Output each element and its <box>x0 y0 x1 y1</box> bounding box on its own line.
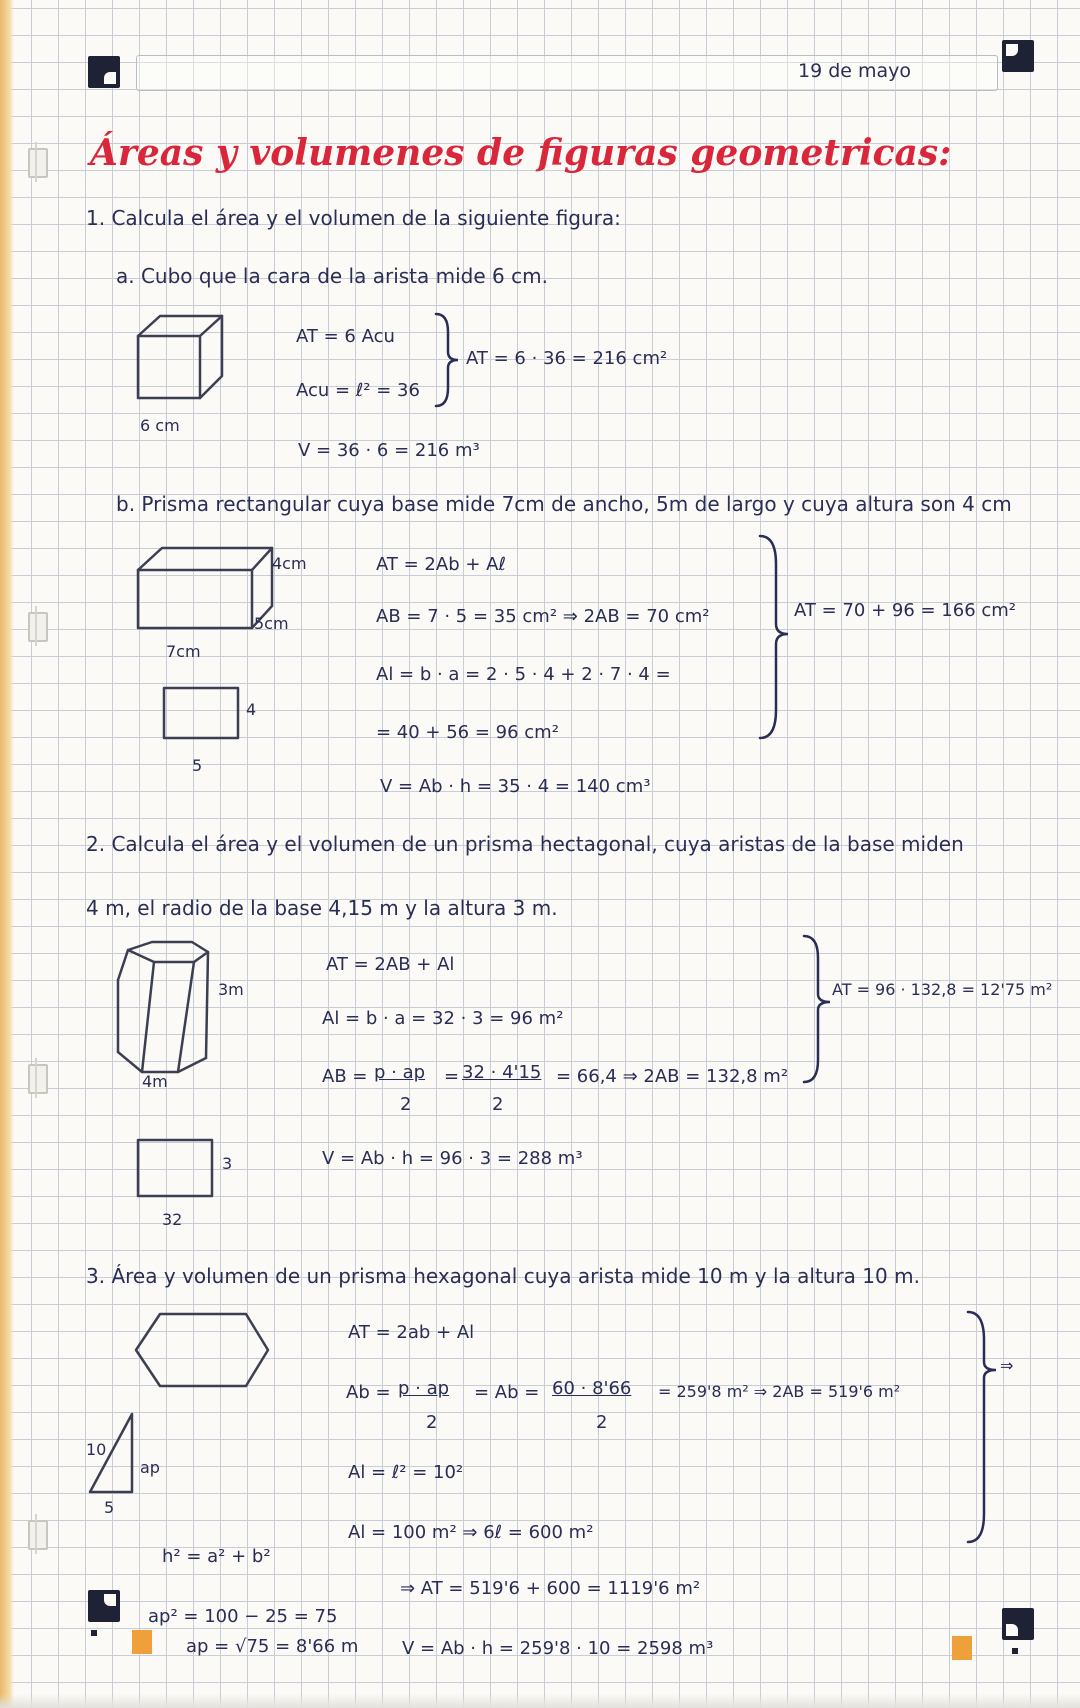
q2-line-3-equals: = <box>444 1066 460 1087</box>
hexagon-figure <box>134 1310 270 1390</box>
q3-line-3: Al = ℓ² = 10² <box>348 1462 464 1483</box>
q3-result: ⇒ AT = 519'6 + 600 = 1119'6 m² <box>400 1578 701 1599</box>
binder-hole <box>28 1064 48 1094</box>
q3-fraction-2-numerator: 60 · 8'66 <box>552 1378 632 1399</box>
q2-line-2: Al = b · a = 32 · 3 = 96 m² <box>322 1008 564 1029</box>
corner-mark-icon <box>1002 40 1034 72</box>
cube-side-label: 6 cm <box>140 416 180 435</box>
triangle-apothem-label: ap <box>140 1458 160 1477</box>
pythagoras-line-1: h² = a² + b² <box>162 1546 271 1567</box>
binder-hole <box>28 148 48 178</box>
q3-line-2-lead: Ab = <box>346 1382 391 1403</box>
q2-fraction-2-numerator: 32 · 4'15 <box>462 1062 542 1083</box>
q2-fraction-2-denominator: 2 <box>492 1094 504 1115</box>
brace-icon <box>756 534 792 740</box>
q2-line-3-lead: AB = <box>322 1066 368 1087</box>
orange-marker <box>952 1636 972 1660</box>
question-2-prompt-line-1: 2. Calcula el área y el volumen de un prisma hectagonal, cuya aristas de la base miden <box>86 832 964 856</box>
rect-height-label: 4 <box>246 700 257 719</box>
question-1b-prompt: b. Prisma rectangular cuya base mide 7cm de ancho, 5m de largo y cuya altura son 4 cm <box>116 492 1012 516</box>
triangle-base-label: 5 <box>104 1498 115 1517</box>
brace-icon <box>800 934 834 1084</box>
prism-width-label: 7cm <box>166 642 201 661</box>
question-2-prompt-line-2: 4 m, el radio de la base 4,15 m y la altura 3 m. <box>86 896 558 920</box>
q3-fraction-1-denominator: 2 <box>426 1412 438 1433</box>
q3-line-4: Al = 100 m² ⇒ 6ℓ = 600 m² <box>348 1522 594 1543</box>
pythagoras-line-3: ap = √75 = 8'66 m <box>186 1636 359 1657</box>
q1a-volume: V = 36 · 6 = 216 m³ <box>298 440 480 461</box>
brace-icon <box>964 1310 1000 1544</box>
q3-line-1: AT = 2ab + Al <box>348 1322 475 1343</box>
q1a-result: AT = 6 · 36 = 216 cm² <box>466 348 668 369</box>
q3-arrow: ⇒ <box>1000 1356 1014 1375</box>
q1b-line-1: AT = 2Ab + Aℓ <box>376 554 506 575</box>
hexagonal-prism-figure <box>114 940 214 1076</box>
base-rectangle-figure <box>162 686 242 742</box>
q1b-result: AT = 70 + 96 = 166 cm² <box>794 600 1017 621</box>
date-text: 19 de mayo <box>798 60 912 82</box>
page-edge-bottom <box>0 1694 1080 1708</box>
corner-mark-icon <box>1002 1608 1034 1640</box>
q2-line-1: AT = 2AB + Al <box>326 954 455 975</box>
hex-prism-base-label: 4m <box>142 1072 168 1091</box>
binder-hole <box>28 1520 48 1550</box>
q2-fraction-1-denominator: 2 <box>400 1094 412 1115</box>
corner-tick <box>91 1630 97 1636</box>
q3-fraction-1-numerator: p · ap <box>398 1378 450 1399</box>
lateral-rectangle-figure <box>136 1138 216 1200</box>
q3-line-2-mid: = Ab = <box>474 1382 540 1403</box>
q1a-line-1: AT = 6 Acu <box>296 326 395 347</box>
prism-depth-label: 5cm <box>254 614 289 633</box>
cube-figure <box>136 314 226 404</box>
corner-mark-icon <box>88 1590 120 1622</box>
q3-volume: V = Ab · h = 259'8 · 10 = 2598 m³ <box>402 1638 714 1659</box>
q1b-volume: V = Ab · h = 35 · 4 = 140 cm³ <box>380 776 651 797</box>
q2-volume: V = Ab · h = 96 · 3 = 288 m³ <box>322 1148 583 1169</box>
q1b-line-3: Al = b · a = 2 · 5 · 4 + 2 · 7 · 4 = <box>376 664 671 685</box>
q1a-line-2: Acu = ℓ² = 36 <box>296 380 420 401</box>
q3-line-2-result: = 259'8 m² ⇒ 2AB = 519'6 m² <box>658 1382 901 1401</box>
q3-fraction-2-denominator: 2 <box>596 1412 608 1433</box>
question-1a-prompt: a. Cubo que la cara de la arista mide 6 cm. <box>116 264 548 288</box>
page-title: Áreas y volumenes de figuras geometricas: <box>90 132 952 174</box>
question-3-prompt: 3. Área y volumen de un prisma hexagonal cuya arista mide 10 m y la altura 10 m. <box>86 1264 920 1288</box>
brace-icon <box>432 312 462 408</box>
lateral-rect-height-label: 3 <box>222 1154 233 1173</box>
q2-fraction-1-numerator: p · ap <box>374 1062 426 1083</box>
q1b-line-4: = 40 + 56 = 96 cm² <box>376 722 559 743</box>
question-1-prompt: 1. Calcula el área y el volumen de la siguiente figura: <box>86 206 621 230</box>
rect-width-label: 5 <box>192 756 203 775</box>
triangle-height-label: 10 <box>86 1440 107 1459</box>
q1b-line-2: AB = 7 · 5 = 35 cm² ⇒ 2AB = 70 cm² <box>376 606 710 627</box>
orange-marker <box>132 1630 152 1654</box>
prism-height-label: 4cm <box>272 554 307 573</box>
lateral-rect-width-label: 32 <box>162 1210 183 1229</box>
corner-mark-icon <box>88 56 120 88</box>
pythagoras-line-2: ap² = 100 − 25 = 75 <box>148 1606 338 1627</box>
binder-hole <box>28 612 48 642</box>
q2-line-3-result: = 66,4 ⇒ 2AB = 132,8 m² <box>556 1066 789 1087</box>
q2-result: AT = 96 · 132,8 = 12'75 m² <box>832 980 1053 999</box>
hex-prism-height-label: 3m <box>218 980 244 999</box>
page-edge <box>0 0 14 1708</box>
corner-tick <box>1012 1648 1018 1654</box>
